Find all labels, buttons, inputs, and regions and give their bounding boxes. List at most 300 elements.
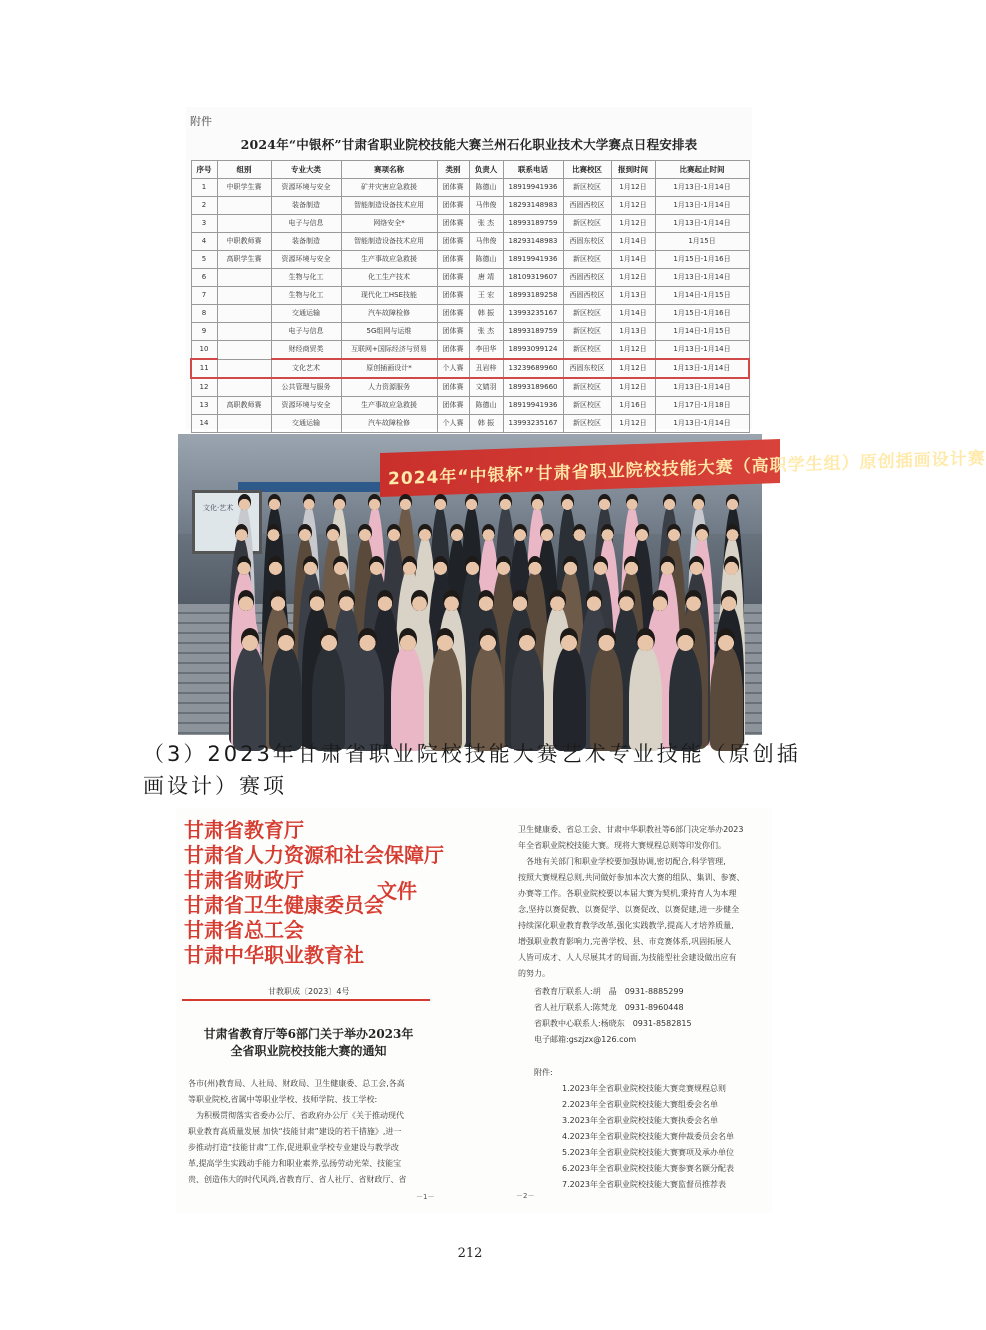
person-head	[402, 556, 417, 575]
body-line: 增强职业教育影响力,完善学校、县、市竞赛体系,巩固拓展人	[518, 937, 732, 946]
body-line: 职业教育高质量发展 加快“技能甘肃”建设的若干措施》,进一	[188, 1127, 402, 1136]
attachment-item: 5.2023年全省职业院校技能大赛赛项及承办单位	[562, 1148, 734, 1157]
page-1-number: －1－	[416, 1193, 435, 1201]
table-cell: 13239689960	[503, 359, 563, 378]
person-head	[333, 556, 348, 575]
table-cell: 1月17日-1月18日	[655, 397, 749, 415]
person-head	[652, 590, 668, 611]
body-line: 念,坚持以赛促教、以赛促学、以赛促改、以赛促建,进一步健全	[518, 905, 740, 914]
table-cell: 1月12日	[611, 269, 655, 287]
table-cell: 生产事故应急救援	[341, 397, 437, 415]
table-cell	[217, 305, 271, 323]
doc-title-line1: 甘肃省教育厅等6部门关于举办2023年	[203, 1027, 414, 1041]
table-cell: 电子与信息	[271, 323, 341, 341]
attachments-label: 附件:	[534, 1068, 553, 1077]
table-cell: 13	[191, 397, 217, 415]
crowd	[228, 494, 748, 735]
table-cell: 18919941936	[503, 397, 563, 415]
person-head	[478, 590, 494, 611]
table-cell: 1月13日-1月14日	[655, 359, 749, 378]
table-cell: 18993189759	[503, 323, 563, 341]
doc-title-line2: 全省职业院校技能大赛的通知	[230, 1044, 387, 1058]
body-line: 卫生健康委、省总工会、甘肃中华职教社等6部门决定举办2023	[518, 825, 744, 834]
table-cell: 18293148983	[503, 197, 563, 215]
person-head	[660, 556, 675, 575]
person-head	[399, 628, 417, 651]
table-cell: 18109319607	[503, 269, 563, 287]
person-head	[635, 524, 649, 541]
person-head	[540, 524, 554, 541]
table-cell: 1月14日-1月15日	[655, 287, 749, 305]
person-figure	[269, 644, 302, 751]
person-head	[411, 590, 427, 611]
person-figure	[391, 644, 424, 751]
table-cell: 文化艺术	[271, 359, 341, 378]
person-head	[298, 524, 312, 541]
person-head	[695, 524, 709, 541]
table-cell: 文婧羽	[469, 378, 503, 397]
person-head	[309, 590, 325, 611]
right-page-body	[518, 822, 768, 982]
table-cell: 汽车故障检修	[341, 415, 437, 433]
table-cell: 18293148983	[503, 233, 563, 251]
schedule-header-cell: 比赛起止时间	[655, 161, 749, 179]
issuer-line: 甘肃省卫生健康委员会	[184, 893, 384, 917]
table-cell: 团体赛	[437, 179, 469, 197]
table-cell: 现代化工HSE技能	[341, 287, 437, 305]
table-cell: 资源环境与安全	[271, 251, 341, 269]
table-cell: 唐 靖	[469, 269, 503, 287]
person-figure	[629, 644, 662, 751]
table-cell: 18919941936	[503, 251, 563, 269]
table-cell: 西固东校区	[563, 359, 611, 378]
person-head	[496, 556, 511, 575]
table-cell: 1月14日	[611, 305, 655, 323]
table-row	[191, 233, 749, 251]
person-head	[593, 556, 608, 575]
issuer-line: 甘肃中华职业教育社	[184, 943, 364, 967]
person-head	[235, 524, 249, 541]
doc-title	[176, 1026, 441, 1060]
table-cell: 新区校区	[563, 378, 611, 397]
table-cell: 个人赛	[437, 415, 469, 433]
person-head	[241, 628, 259, 651]
table-cell: 生产事故应急救援	[341, 251, 437, 269]
table-cell: 西固西校区	[563, 197, 611, 215]
group-photo	[178, 434, 986, 735]
person-head	[721, 590, 737, 611]
attachment-item: 1.2023年全省职业院校技能大赛竞赛规程总则	[562, 1084, 726, 1093]
table-row	[191, 215, 749, 233]
table-cell: 新区校区	[563, 415, 611, 433]
table-cell	[217, 415, 271, 433]
table-cell: 1月12日	[611, 215, 655, 233]
table-cell: 陈德山	[469, 397, 503, 415]
person-head	[512, 590, 528, 611]
schedule-header-cell: 组别	[217, 161, 271, 179]
person-figure	[471, 644, 504, 751]
person-head	[377, 590, 393, 611]
person-head	[624, 556, 639, 575]
body-line: 革,提高学生实践动手能力和职业素养,弘扬劳动光荣、技能宝	[188, 1159, 402, 1168]
page-2-number: －2－	[516, 1192, 535, 1200]
contact-line: 省职教中心联系人:杨晓东 0931-8582815	[534, 1019, 692, 1028]
table-row	[191, 359, 749, 378]
table-cell: 生物与化工	[271, 287, 341, 305]
table-cell	[217, 269, 271, 287]
body-line: 各地有关部门和职业学校要加强协调,密切配合,科学管理,	[518, 857, 726, 866]
contact-list	[534, 984, 692, 1048]
table-cell	[217, 197, 271, 215]
body-line: 办赛等工作。各职业院校要以本届大赛为契机,秉持育人为本理	[518, 889, 737, 898]
person-head	[724, 556, 739, 575]
person-head	[465, 494, 478, 510]
doc-number: 甘教职成〔2023〕4号	[268, 987, 350, 996]
table-cell: 1月12日	[611, 415, 655, 433]
table-row	[191, 251, 749, 269]
table-cell: 李田华	[469, 341, 503, 360]
contact-line: 电子邮箱:gszjzx@126.com	[534, 1035, 637, 1044]
person-head	[513, 524, 527, 541]
table-cell: 1月12日	[611, 359, 655, 378]
table-cell: 电子与信息	[271, 215, 341, 233]
table-cell: 团体赛	[437, 269, 469, 287]
table-cell: 资源环境与安全	[271, 179, 341, 197]
person-head	[434, 494, 447, 510]
table-cell: 高职教师赛	[217, 397, 271, 415]
person-head	[685, 590, 701, 611]
person-head	[433, 556, 448, 575]
table-row	[191, 323, 749, 341]
person-head	[358, 524, 372, 541]
body-line: 步推动打造“技能甘肃”工作,促进职业学校专业建设与教学改	[188, 1143, 399, 1152]
body-line: 按照大赛规程总则,共同做好参加本次大赛的组队、集训、参赛、	[518, 873, 745, 882]
person-head	[387, 524, 401, 541]
person-head	[479, 628, 497, 651]
table-cell: 新区校区	[563, 179, 611, 197]
person-head	[268, 556, 283, 575]
schedule-header-row	[191, 161, 749, 179]
table-cell: 1月14日	[611, 233, 655, 251]
table-row	[191, 269, 749, 287]
table-cell: 13993235167	[503, 305, 563, 323]
table-cell: 丑岩梓	[469, 359, 503, 378]
table-cell: 陈德山	[469, 251, 503, 269]
table-cell: 化工生产技术	[341, 269, 437, 287]
table-cell	[217, 341, 271, 360]
table-cell	[217, 215, 271, 233]
schedule-table	[190, 160, 750, 433]
table-cell: 团体赛	[437, 341, 469, 360]
table-cell: 团体赛	[437, 378, 469, 397]
table-cell: 7	[191, 287, 217, 305]
schedule-header-cell: 类别	[437, 161, 469, 179]
table-cell: 互联网+国际经济与贸易	[341, 341, 437, 360]
person-head	[676, 628, 694, 651]
table-cell: 张 杰	[469, 215, 503, 233]
schedule-header-cell: 报到时间	[611, 161, 655, 179]
person-head	[689, 556, 704, 575]
table-cell: 1月13日-1月14日	[655, 341, 749, 360]
person-figure	[710, 644, 743, 751]
person-head	[549, 590, 565, 611]
left-page-body	[188, 1076, 446, 1188]
page-number: 212	[457, 1246, 483, 1261]
table-cell: 新区校区	[563, 341, 611, 360]
table-row	[191, 179, 749, 197]
attachment-label: 附件	[190, 115, 212, 128]
table-row	[191, 397, 749, 415]
person-head	[450, 524, 464, 541]
table-cell: 韩 振	[469, 305, 503, 323]
person-head	[443, 590, 459, 611]
issuer-line: 甘肃省财政厅	[184, 868, 304, 892]
attachment-item: 3.2023年全省职业院校技能大赛执委会名单	[562, 1116, 718, 1125]
table-cell: 1月13日-1月14日	[655, 378, 749, 397]
table-cell	[217, 378, 271, 397]
table-cell: 团体赛	[437, 323, 469, 341]
person-figure	[312, 644, 345, 751]
table-cell: 18993189258	[503, 287, 563, 305]
table-cell: 18993189759	[503, 215, 563, 233]
table-row	[191, 378, 749, 397]
person-head	[626, 494, 639, 510]
table-cell: 1月13日	[611, 323, 655, 341]
person-head	[238, 590, 254, 611]
table-cell: 马伟俊	[469, 197, 503, 215]
table-cell: 新区校区	[563, 323, 611, 341]
table-cell: 网络安全*	[341, 215, 437, 233]
table-cell: 西固东校区	[563, 233, 611, 251]
table-cell: 2	[191, 197, 217, 215]
contact-line: 省教育厅联系人:胡 晶 0931-8885299	[534, 987, 684, 996]
person-head	[320, 628, 338, 651]
schedule-header-cell: 负责人	[469, 161, 503, 179]
table-cell: 王 宏	[469, 287, 503, 305]
person-head	[436, 628, 454, 651]
table-cell: 1月15日	[655, 233, 749, 251]
table-row	[191, 287, 749, 305]
issuer-line: 甘肃省总工会	[184, 918, 304, 942]
person-head	[518, 628, 536, 651]
table-cell: 11	[191, 359, 217, 378]
table-row	[191, 415, 749, 433]
person-head	[563, 556, 578, 575]
table-cell: 汽车故障检修	[341, 305, 437, 323]
person-head	[333, 494, 346, 510]
person-head	[618, 590, 634, 611]
person-figure	[511, 644, 544, 751]
table-cell: 智能制造设备技术应用	[341, 233, 437, 251]
table-cell: 9	[191, 323, 217, 341]
attachment-item: 7.2023年全省职业院校技能大赛监督员推荐表	[562, 1180, 726, 1189]
table-cell: 8	[191, 305, 217, 323]
person-head	[667, 524, 681, 541]
table-cell: 韩 振	[469, 415, 503, 433]
issuer-line: 甘肃省教育厅	[184, 818, 304, 842]
body-line: 的努力。	[518, 969, 550, 978]
table-cell: 10	[191, 341, 217, 360]
table-cell: 1月12日	[611, 179, 655, 197]
issuer-line: 甘肃省人力资源和社会保障厅	[184, 843, 444, 867]
table-cell: 高职学生赛	[217, 251, 271, 269]
person-figure	[669, 644, 702, 751]
person-head	[465, 556, 480, 575]
contact-line: 省人社厅联系人:陈梵龙 0931-8960448	[534, 1003, 684, 1012]
table-cell: 13993235167	[503, 415, 563, 433]
table-cell	[217, 359, 271, 378]
table-cell: 1月16日	[611, 397, 655, 415]
table-cell: 西固西校区	[563, 287, 611, 305]
table-cell: 1月13日-1月14日	[655, 215, 749, 233]
table-cell: 新区校区	[563, 251, 611, 269]
person-head	[586, 590, 602, 611]
table-cell: 1月13日-1月14日	[655, 179, 749, 197]
table-cell: 1月12日	[611, 378, 655, 397]
table-cell: 公共管理与服务	[271, 378, 341, 397]
table-cell: 中职学生赛	[217, 179, 271, 197]
person-head	[531, 494, 544, 510]
person-head	[303, 556, 318, 575]
person-head	[277, 628, 295, 651]
table-cell: 1月13日-1月14日	[655, 269, 749, 287]
red-divider	[182, 999, 430, 1001]
table-cell: 智能制造设备技术应用	[341, 197, 437, 215]
person-head	[418, 524, 432, 541]
table-cell: 14	[191, 415, 217, 433]
table-cell: 张 杰	[469, 323, 503, 341]
table-cell: 新区校区	[563, 305, 611, 323]
person-head	[268, 494, 281, 510]
table-cell: 18993099124	[503, 341, 563, 360]
person-head	[270, 590, 286, 611]
table-cell: 1	[191, 179, 217, 197]
table-cell: 6	[191, 269, 217, 287]
schedule-header-cell: 赛项名称	[341, 161, 437, 179]
person-head	[399, 494, 412, 510]
table-cell: 18993189660	[503, 378, 563, 397]
person-head	[692, 494, 705, 510]
body-line: 等职业院校,省属中等职业学校、技师学院、技工学校:	[188, 1095, 378, 1104]
table-cell: 1月12日	[611, 197, 655, 215]
schedule-table-image	[186, 107, 752, 429]
table-cell: 1月12日	[611, 341, 655, 360]
body-line: 为积极贯彻落实省委办公厅、省政府办公厅《关于推动现代	[188, 1111, 404, 1120]
table-cell: 原创插画设计*	[341, 359, 437, 378]
table-cell: 团体赛	[437, 197, 469, 215]
person-figure	[233, 644, 266, 751]
person-head	[482, 524, 496, 541]
table-cell: 1月14日	[611, 251, 655, 269]
table-cell: 西固西校区	[563, 269, 611, 287]
person-head	[368, 494, 381, 510]
person-figure	[553, 644, 586, 751]
schedule-title: 2024年“中银杯”甘肃省职业院校技能大赛兰州石化职业技术大学赛点日程安排表	[240, 137, 698, 152]
table-cell: 5G组网与运维	[341, 323, 437, 341]
table-cell: 个人赛	[437, 359, 469, 378]
table-cell: 4	[191, 233, 217, 251]
person-figure	[351, 644, 384, 751]
body-line: 贵、创造伟大的时代风尚,省教育厅、省人社厅、省财政厅、省	[188, 1175, 407, 1184]
person-head	[338, 590, 354, 611]
table-cell: 团体赛	[437, 397, 469, 415]
table-cell: 新区校区	[563, 397, 611, 415]
table-cell: 团体赛	[437, 233, 469, 251]
section-caption: （3）2023年甘肃省职业院校技能大赛艺术专业技能（原创插画设计）赛项	[143, 742, 801, 798]
person-figure	[429, 644, 462, 751]
person-head	[237, 556, 252, 575]
table-cell: 团体赛	[437, 305, 469, 323]
person-head	[573, 524, 587, 541]
table-cell: 1月14日-1月15日	[655, 323, 749, 341]
person-head	[528, 556, 543, 575]
attachment-item: 6.2023年全省职业院校技能大赛参赛名额分配表	[562, 1164, 734, 1173]
person-head	[598, 494, 611, 510]
table-cell: 资源环境与安全	[271, 397, 341, 415]
table-cell: 交通运输	[271, 305, 341, 323]
table-cell: 人力资源服务	[341, 378, 437, 397]
notice-document-image	[176, 808, 772, 1213]
wenjian-label: 文件	[377, 879, 417, 903]
table-cell: 1月13日	[611, 287, 655, 305]
attachment-list	[534, 1065, 734, 1193]
table-cell: 18919941936	[503, 179, 563, 197]
table-cell: 团体赛	[437, 287, 469, 305]
body-line: 年全省职业院校技能大赛。现将大赛规程总则等印发你们。	[518, 841, 726, 850]
person-head	[358, 628, 376, 651]
table-cell: 装备制造	[271, 233, 341, 251]
school-sign-strip	[238, 482, 398, 492]
attachment-item: 4.2023年全省职业院校技能大赛仲裁委员会名单	[562, 1132, 734, 1141]
body-line: 持续深化职业教育教学改革,强化实践教学,提高人才培养质量,	[518, 921, 734, 930]
table-cell: 财经商贸类	[271, 341, 341, 360]
table-cell: 交通运输	[271, 415, 341, 433]
table-cell	[217, 287, 271, 305]
table-row	[191, 305, 749, 323]
table-cell: 中职教师赛	[217, 233, 271, 251]
banner-text: 2024年“中银杯”甘肃省职业院校技能大赛（高职学生组）原创插画设计赛	[388, 448, 986, 490]
person-head	[726, 524, 740, 541]
person-head	[238, 494, 251, 510]
table-cell: 1月13日-1月14日	[655, 197, 749, 215]
schedule-header-cell: 专业大类	[271, 161, 341, 179]
table-cell	[217, 323, 271, 341]
window-text: 文化·艺术	[203, 504, 234, 512]
table-cell: 陈德山	[469, 179, 503, 197]
table-row	[191, 341, 749, 360]
table-cell: 矿井灾害应急救援	[341, 179, 437, 197]
table-cell: 12	[191, 378, 217, 397]
schedule-header-cell: 联系电话	[503, 161, 563, 179]
table-cell: 团体赛	[437, 215, 469, 233]
table-cell: 生物与化工	[271, 269, 341, 287]
schedule-header-cell: 比赛校区	[563, 161, 611, 179]
person-head	[726, 494, 739, 510]
table-cell: 装备制造	[271, 197, 341, 215]
table-cell: 团体赛	[437, 251, 469, 269]
table-row	[191, 197, 749, 215]
body-line: 人皆可成才、人人尽展其才的局面,为技能型社会建设做出应有	[518, 953, 737, 962]
table-cell: 1月15日-1月16日	[655, 251, 749, 269]
person-head	[663, 494, 676, 510]
table-cell: 1月15日-1月16日	[655, 305, 749, 323]
table-cell: 新区校区	[563, 215, 611, 233]
schedule-header-cell: 序号	[191, 161, 217, 179]
person-figure	[590, 644, 623, 751]
body-line: 各市(州)教育局、人社局、财政局、卫生健康委、总工会,各高	[188, 1079, 405, 1088]
table-cell: 1月13日-1月14日	[655, 415, 749, 433]
attachment-item: 2.2023年全省职业院校技能大赛组委会名单	[562, 1100, 718, 1109]
